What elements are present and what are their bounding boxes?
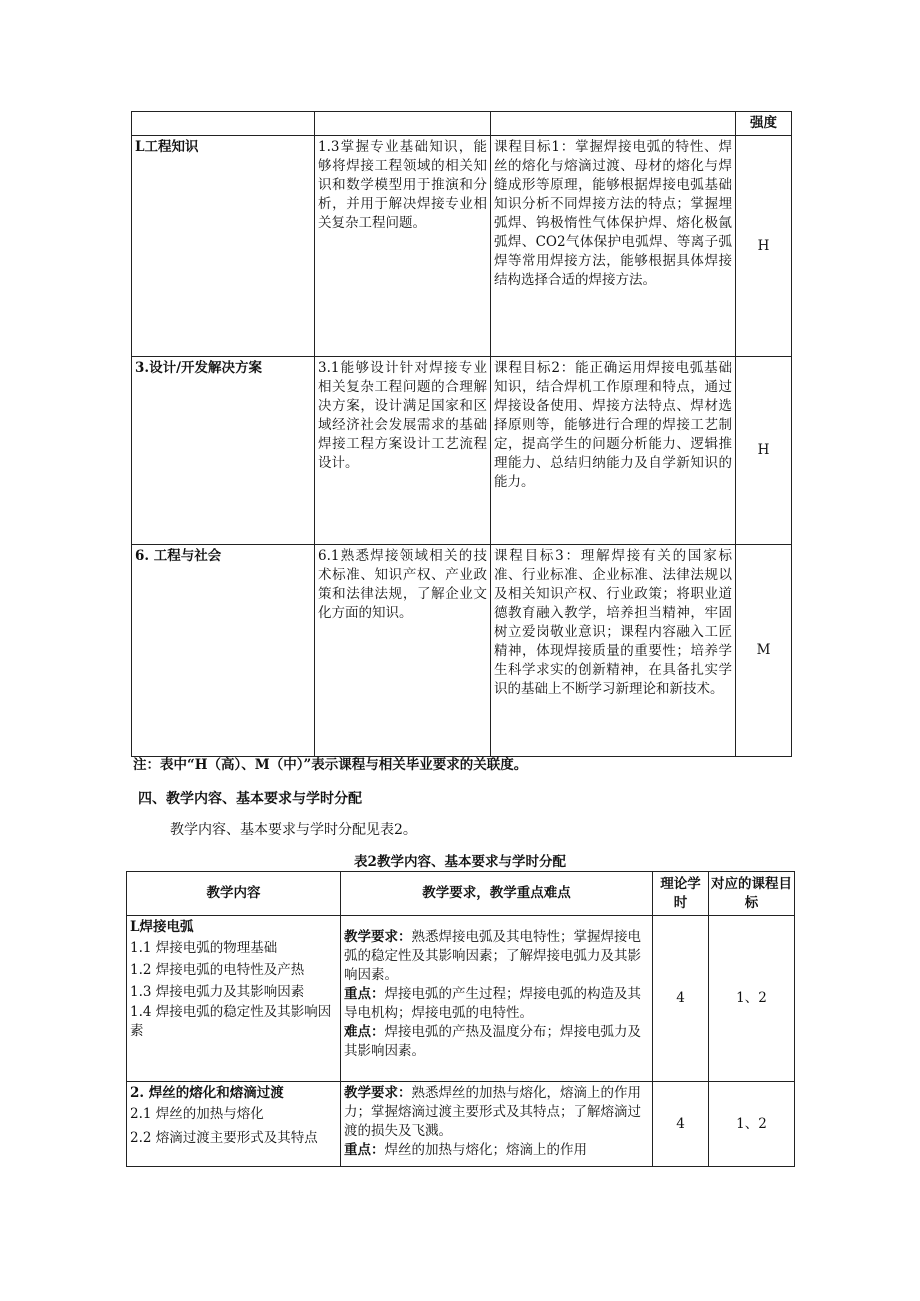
table-header-row <box>127 872 795 916</box>
hours-cell: 4 <box>653 1082 709 1167</box>
content-subitem: 1.4 焊接电弧的稳定性及其影响因素 <box>130 1004 332 1039</box>
indicator-cell: 3.1能够设计针对焊接专业相关复杂工程问题的合理解决方案，设计满足国家和区域经济社会发展需求的基础焊接工程方案设计工艺流程设计。 <box>315 357 491 545</box>
key-text: 焊丝的加热与熔化；熔滴上的作用 <box>384 1142 587 1158</box>
table-row <box>127 916 795 1082</box>
table-row <box>132 545 792 757</box>
content-cell <box>127 916 341 1082</box>
hours-cell: 4 <box>653 916 709 1082</box>
table-header-row <box>132 112 792 136</box>
requirements-cell <box>341 916 653 1082</box>
content-title: L焊接电弧 <box>130 919 194 935</box>
requirement-cell: 6. 工程与社会 <box>132 545 315 757</box>
requirements-cell <box>341 1082 653 1167</box>
section-heading: 四、教学内容、基本要求与学时分配 <box>138 791 362 807</box>
header-content: 教学内容 <box>127 872 341 916</box>
header-requirements: 教学要求，教学重点难点 <box>341 872 653 916</box>
objective-cell: 课程目标1：掌握焊接电弧的特性、焊丝的熔化与熔滴过渡、母材的熔化与焊缝成形等原理，能够根据焊接电弧基础知识分析不同焊接方法的特点；掌握埋弧焊、钨极惰性气体保护焊、熔化极氤弧焊、CO2气体保护电弧焊、等离子弧焊等常用焊接方法，能够根据具体焊接结构选择合适的焊接方法。 <box>491 136 736 357</box>
req-text: 熟悉焊接电弧及其电特性；掌握焊接电弧的稳定性及其影响因素；了解焊接电弧力及其影响因素。 <box>344 929 641 983</box>
table-row <box>127 1082 795 1167</box>
requirement-cell: 3.设计/开发解决方案 <box>132 357 315 545</box>
strength-cell: H <box>736 357 792 545</box>
objective-cell: 课程目标3：理解焊接有关的国家标准、行业标准、企业标准、法律法规以及相关知识产权、行业政策；将职业道德教育融入教学，培养担当精神，牢固树立爱岗敬业意识；课程内容融入工匠精神，体现焊接质量的重要性；培养学生科学求实的创新精神，在具备扎实学识的基础上不断学习新理论和新技术。 <box>491 545 736 757</box>
content-subitem: 2.2 熔滴过渡主要形式及其特点 <box>130 1130 318 1146</box>
key-label: 重点： <box>344 986 385 1002</box>
objective-cell: 课程目标2：能正确运用焊接电弧基础知识，结合焊机工作原理和特点，通过焊接设备使用、焊接方法特点、焊材选择原则等，能够进行合理的焊接工艺制定，提高学生的问题分析能力、逻辑推理能力、总结归纳能力及自学新知识的能力。 <box>491 357 736 545</box>
strength-cell: M <box>736 545 792 757</box>
strength-cell: H <box>736 136 792 357</box>
req-label: 教学要求： <box>344 1085 412 1101</box>
targets-cell: 1、2 <box>709 916 795 1082</box>
requirement-cell: L工程知识 <box>132 136 315 357</box>
table2-caption: 表2教学内容、基本要求与学时分配 <box>354 854 566 870</box>
header-hours: 理论学时 <box>653 872 709 916</box>
teaching-content-table <box>126 871 795 1167</box>
section-body: 教学内容、基本要求与学时分配见表2。 <box>170 822 417 838</box>
table-note: 注：表中“H（高）、M（中）”表示课程与相关毕业要求的关联度。 <box>133 757 528 773</box>
targets-cell: 1、2 <box>709 1082 795 1167</box>
table-row <box>132 136 792 357</box>
diff-text: 焊接电弧的产热及温度分布；焊接电弧力及其影响因素。 <box>344 1024 641 1059</box>
content-title: 2. 焊丝的熔化和熔滴过渡 <box>130 1085 284 1101</box>
key-label: 重点： <box>344 1142 385 1158</box>
indicator-cell: 1.3掌握专业基础知识，能够将焊接工程领域的相关知识和数学模型用于推演和分析，并用于解决焊接专业相关复杂工程问题。 <box>315 136 491 357</box>
graduation-requirements-table <box>131 111 792 757</box>
req-text: 熟悉焊丝的加热与熔化，熔滴上的作用力；掌握熔滴过渡主要形式及其特点；了解熔滴过渡的损失及飞溅。 <box>344 1085 641 1139</box>
diff-label: 难点： <box>344 1024 385 1040</box>
table-row <box>132 357 792 545</box>
indicator-cell: 6.1熟悉焊接领域相关的技术标准、知识产权、产业政策和法律法规，了解企业文化方面的知识。 <box>315 545 491 757</box>
content-subitem: 1.2 焊接电弧的电特性及产热 <box>130 962 305 978</box>
req-label: 教学要求： <box>344 929 412 945</box>
header-targets: 对应的课程目标 <box>709 872 795 916</box>
key-text: 焊接电弧的产生过程；焊接电弧的构造及其导电机构；焊接电弧的电特性。 <box>344 986 641 1021</box>
content-subitem: 2.1 焊丝的加热与熔化 <box>130 1106 264 1122</box>
content-subitem: 1.1 焊接电弧的物理基础 <box>130 940 278 956</box>
strength-header: 强度 <box>736 112 792 136</box>
content-subitem: 1.3 焊接电弧力及其影响因素 <box>130 984 305 1000</box>
content-cell <box>127 1082 341 1167</box>
